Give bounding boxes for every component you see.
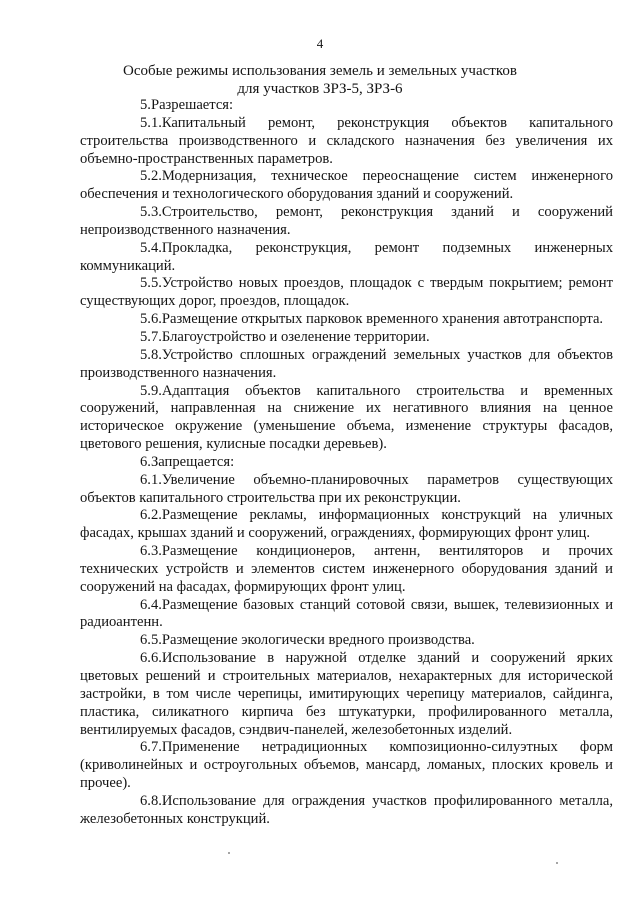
item-text: Увеличение объемно-планировочных параметров существующих объектов капитального строительства при их реконструкции. xyxy=(80,471,613,506)
item-number: 5.1. xyxy=(140,114,162,131)
list-item xyxy=(80,650,613,739)
item-number: 5.5. xyxy=(140,275,162,292)
item-text: Размещение открытых парковок временного хранения автотранспорта. xyxy=(161,311,604,328)
scan-speck xyxy=(556,862,558,864)
item-text: Запрещается: xyxy=(150,453,235,470)
list-item xyxy=(80,543,613,597)
title-line: для участков ЗРЗ-5, ЗРЗ-6 xyxy=(237,81,403,97)
item-number: 5.3. xyxy=(140,204,162,221)
section-heading xyxy=(80,97,613,115)
item-text: Капитальный ремонт, реконструкция объектов капитального строительства производственного и складского назначения без увеличения их объемно-пространственных параметров. xyxy=(80,114,613,167)
item-text: Модернизация, техническое переоснащение систем инженерного обеспечения и технологического оборудования зданий и сооружений. xyxy=(80,168,613,203)
section-heading xyxy=(80,454,613,472)
title-line: Особые режимы использования земель и земельных участков xyxy=(123,63,517,79)
document-title xyxy=(0,62,640,98)
list-item xyxy=(80,472,613,508)
item-number: 5.2. xyxy=(140,168,162,185)
item-number: 6.1. xyxy=(140,471,162,488)
item-text: Использование для ограждения участков профилированного металла, железобетонных конструкций. xyxy=(80,792,613,827)
list-item xyxy=(80,793,613,829)
item-text: Разрешается: xyxy=(150,97,234,113)
item-text: Размещение экологически вредного производства. xyxy=(161,632,475,649)
item-number: 5.7. xyxy=(140,328,162,345)
item-text: Адаптация объектов капитального строительства и временных сооружений, направленная на снижение их негативного влияния на ценное историческое окружение (уменьшение объема, изменение структуры фасадов, цветового решения, кулисные посадки деревьев). xyxy=(80,382,613,453)
item-number: 6.6. xyxy=(140,650,162,667)
list-item xyxy=(80,204,613,240)
list-item xyxy=(80,115,613,169)
item-number: 5.6. xyxy=(140,311,162,328)
list-item xyxy=(80,383,613,454)
item-number: 5. xyxy=(140,97,151,113)
item-text: Устройство новых проездов, площадок с твердым покрытием; ремонт существующих дорог, проездов, площадок. xyxy=(80,275,613,310)
item-number: 5.8. xyxy=(140,346,162,363)
item-text: Использование в наружной отделке зданий и сооружений ярких цветовых решений и строительных материалов, нехарактерных для исторической застройки, в том числе черепицы, имитирующих черепицу материалов, сайдинга, пластика, силикатного кирпича без штукатурки, профилированного металла, вентилируемых фасадов, сэндвич-панелей, железобетонных изделий. xyxy=(80,650,613,738)
page-number: 4 xyxy=(316,36,324,51)
item-number: 6.7. xyxy=(140,739,162,756)
item-text: Размещение базовых станций сотовой связи, вышек, телевизионных и радиоантенн. xyxy=(80,596,613,631)
list-item xyxy=(80,311,613,329)
item-number: 5.4. xyxy=(140,239,162,256)
list-item xyxy=(80,507,613,543)
item-number: 6.4. xyxy=(140,596,162,613)
item-number: 6.5. xyxy=(140,632,162,649)
item-text: Размещение кондиционеров, антенн, вентиляторов и прочих технических устройств и элементов систем инженерного оборудования зданий и сооружений на фасадах, формирующих фронт улиц. xyxy=(80,543,613,595)
scan-speck xyxy=(228,852,230,854)
item-number: 6. xyxy=(140,453,151,470)
document-body xyxy=(80,97,613,829)
item-text: Устройство сплошных ограждений земельных участков для объектов производственного назначения. xyxy=(80,346,613,381)
item-text: Строительство, ремонт, реконструкция зданий и сооружений непроизводственного назначения. xyxy=(80,204,613,238)
list-item xyxy=(80,329,613,347)
item-number: 6.2. xyxy=(140,507,162,524)
list-item xyxy=(80,632,613,650)
list-item xyxy=(80,597,613,633)
item-text: Благоустройство и озеленение территории. xyxy=(161,328,430,345)
item-number: 5.9. xyxy=(140,382,162,399)
item-number: 6.8. xyxy=(140,792,162,809)
list-item xyxy=(80,240,613,276)
list-item xyxy=(80,347,613,383)
item-number: 6.3. xyxy=(140,543,162,560)
item-text: Размещение рекламы, информационных конструкций на уличных фасадах, крышах зданий и сооружений, ограждениях, формирующих фронт улиц. xyxy=(80,507,613,542)
list-item xyxy=(80,168,613,204)
item-text: Применение нетрадиционных композиционно-силуэтных форм (криволинейных и остроугольных объемов, мансард, ломаных, плоских кровель и прочее). xyxy=(80,739,613,792)
list-item xyxy=(80,739,613,793)
item-text: Прокладка, реконструкция, ремонт подземных инженерных коммуникаций. xyxy=(80,239,613,274)
list-item xyxy=(80,275,613,311)
